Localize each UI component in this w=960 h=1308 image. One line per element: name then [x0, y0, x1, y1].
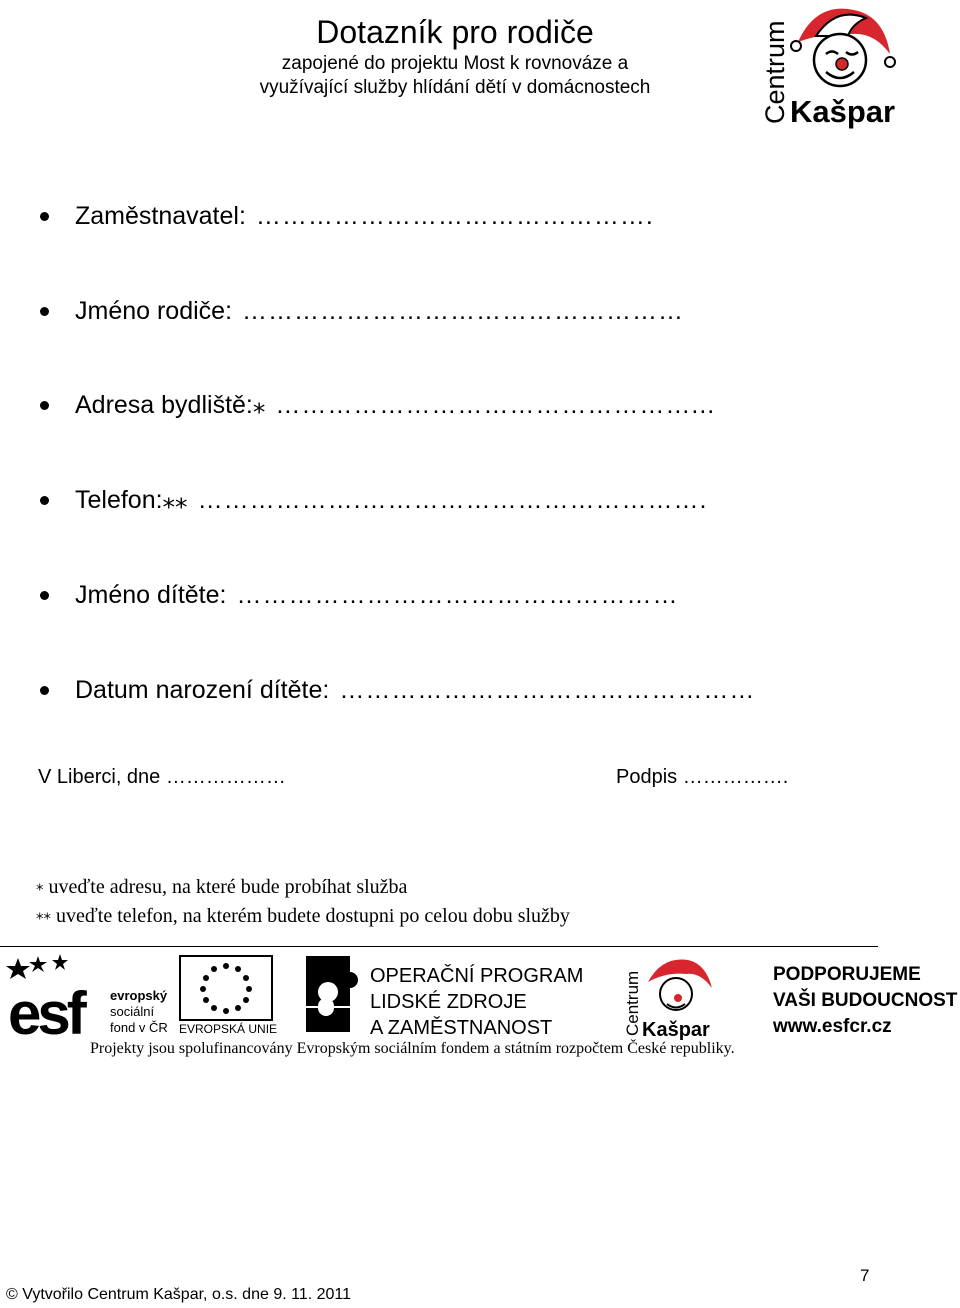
footnote-text: uveďte telefon, na kterém budete dostupni po celou dobu služby — [51, 905, 570, 927]
eu-label: EVROPSKÁ UNIE — [179, 1022, 278, 1036]
esf-text-line1: evropský — [110, 988, 168, 1003]
document-title: Dotazník pro rodiče — [316, 14, 594, 50]
field-label: Telefon:⁎⁎ — [75, 486, 188, 514]
slogan-line1: PODPORUJEME — [773, 964, 921, 985]
field-fill-line[interactable]: …………………………………………… — [236, 580, 679, 609]
form-field-phone — [36, 480, 707, 520]
funding-note: Projekty jsou spolufinancovány Evropským sociálním fondem a státním rozpočtem České republiky. — [90, 1040, 735, 1057]
field-fill-line[interactable]: ………………………………………. — [255, 201, 654, 230]
puzzle-icon — [306, 956, 358, 1032]
form-field-address — [36, 385, 715, 425]
field-label: Adresa bydliště:⁎ — [75, 391, 266, 419]
footnote-mark: ⁎⁎ — [36, 907, 51, 923]
bullet-icon — [40, 496, 49, 505]
form-field-child-name — [36, 575, 678, 615]
esf-wordmark: esf — [8, 980, 83, 1044]
eu-flag-logo — [179, 956, 277, 1036]
field-fill-line[interactable]: …………………………………………... — [275, 390, 716, 419]
footnotes — [36, 872, 570, 930]
header — [240, 12, 670, 100]
op-text-line2: LIDSKÉ ZDROJE — [370, 991, 527, 1013]
field-label: Jméno rodiče: — [75, 296, 233, 325]
document-subtitle-line1: zapojené do projektu Most k rovnováze a — [281, 53, 629, 74]
field-label: Zaměstnavatel: — [75, 201, 246, 230]
page-number: 7 — [860, 1266, 870, 1285]
small-logo-word-centrum: Centrum — [623, 970, 642, 1036]
op-text-line3: A ZAMĚSTNANOST — [370, 1017, 553, 1039]
footnote-address — [36, 872, 570, 901]
bullet-icon — [40, 212, 49, 221]
footer-credit: © Vytvořilo Centrum Kašpar, o.s. dne 9. 11. 2011 — [6, 1286, 352, 1303]
bullet-icon — [40, 591, 49, 600]
form-field-child-birthdate — [36, 670, 755, 710]
field-fill-line[interactable]: ………………………………………… — [339, 675, 756, 704]
esf-logo — [6, 954, 168, 1044]
logo-word-centrum: Centrum — [760, 20, 790, 124]
small-logo-word-kaspar: Kašpar — [642, 1019, 710, 1041]
centrum-kaspar-logo — [756, 2, 896, 130]
slogan-url: www.esfcr.cz — [773, 1016, 892, 1037]
footnote-text: uveďte adresu, na které bude probíhat služba — [43, 876, 408, 898]
centrum-kaspar-small-logo — [623, 959, 712, 1041]
field-label: Datum narození dítěte: — [75, 675, 330, 704]
esf-text-line2: sociální — [110, 1004, 155, 1019]
bullet-icon — [40, 307, 49, 316]
divider — [0, 946, 878, 947]
field-fill-line[interactable]: ……………….…………………………………. — [197, 485, 708, 514]
form-field-parent-name — [36, 291, 684, 331]
bullet-icon — [40, 686, 49, 695]
field-fill-line[interactable]: …………………………………………… — [242, 296, 685, 325]
funding-logos-strip — [0, 952, 960, 1044]
form-field-employer — [36, 196, 654, 236]
slogan-line2: VAŠI BUDOUCNOST — [773, 990, 958, 1011]
bullet-icon — [40, 401, 49, 410]
esf-text-line3: fond v ČR — [110, 1020, 168, 1035]
place-date-line[interactable]: V Liberci, dne ……………… — [38, 766, 286, 788]
jester-icon — [791, 9, 895, 86]
op-text-line1: OPERAČNÍ PROGRAM — [370, 965, 584, 987]
field-label: Jméno dítěte: — [75, 580, 227, 609]
signature-line[interactable]: Podpis ……………. — [616, 766, 789, 788]
footnote-mark: ⁎ — [36, 878, 44, 894]
document-subtitle-line2: využívající služby hlídání dětí v domácnostech — [259, 77, 651, 98]
footnote-phone — [36, 901, 570, 930]
logo-word-kaspar: Kašpar — [790, 94, 896, 129]
